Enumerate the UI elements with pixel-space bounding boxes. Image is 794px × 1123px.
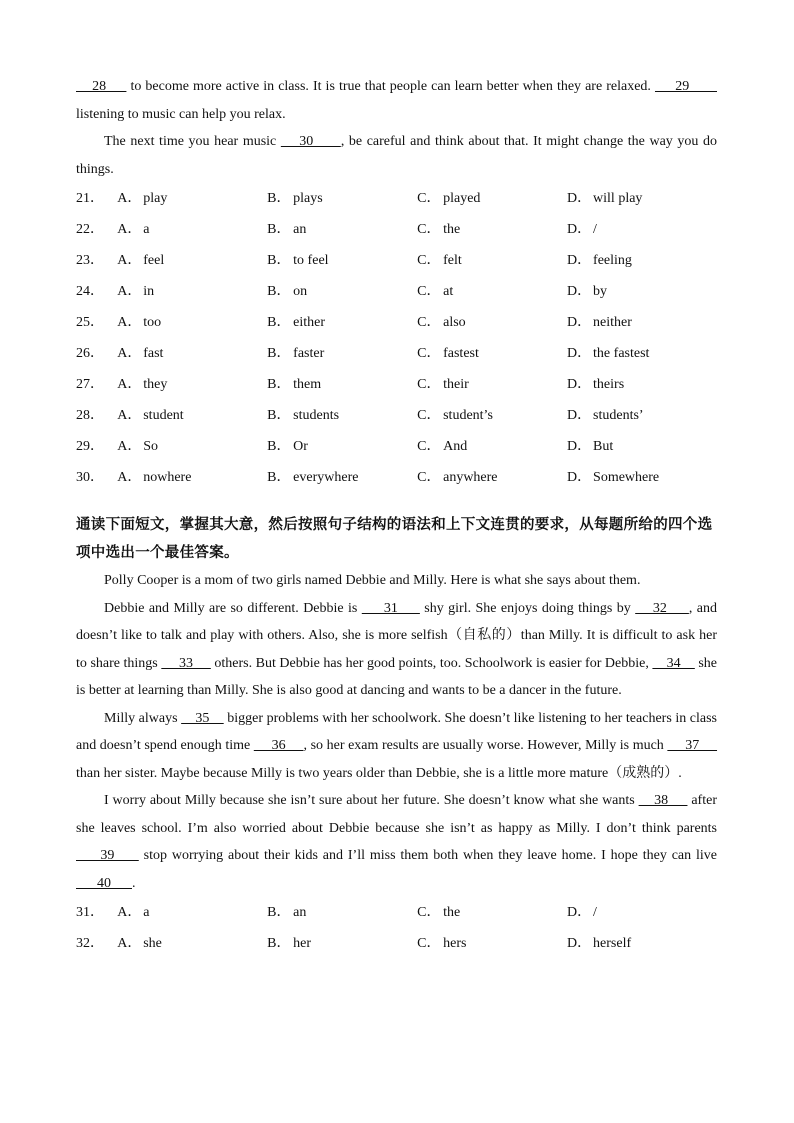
- option-text: at: [443, 284, 454, 299]
- question-row: [76, 276, 717, 307]
- option-letter: A．: [117, 284, 142, 299]
- option-text: her: [293, 936, 312, 951]
- option-text: too: [143, 315, 162, 330]
- option-b: [267, 369, 417, 400]
- option-text: them: [293, 377, 322, 392]
- passage1-last-paragraph: The next time you hear music 30 , be careful and think about that. It might change the way you do things.: [76, 134, 717, 177]
- option-letter: B．: [267, 936, 291, 951]
- option-d: [567, 928, 717, 959]
- option-text: But: [593, 439, 614, 454]
- option-letter: B．: [267, 905, 291, 920]
- option-b: [267, 928, 417, 959]
- option-text: nowhere: [143, 470, 192, 485]
- blank-33: 33: [161, 655, 211, 671]
- option-letter: B．: [267, 315, 291, 330]
- option-letter: C．: [417, 346, 441, 361]
- option-letter: D．: [567, 905, 592, 920]
- option-letter: A．: [117, 905, 142, 920]
- question-row: [76, 897, 717, 928]
- option-letter: D．: [567, 377, 592, 392]
- options-block-1: [76, 183, 717, 493]
- blank-37: 37: [667, 738, 718, 753]
- option-letter: B．: [267, 191, 291, 206]
- passage2-paragraph-1: Polly Cooper is a mom of two girls named Debbie and Milly. Here is what she says about them.: [104, 573, 641, 588]
- option-b: [267, 338, 417, 369]
- question-row: [76, 928, 717, 959]
- option-letter: D．: [567, 936, 592, 951]
- option-a: [117, 928, 267, 959]
- option-text: also: [443, 315, 466, 330]
- question-number: 24．: [76, 284, 104, 299]
- option-text: a: [143, 905, 150, 920]
- option-letter: A．: [117, 439, 142, 454]
- option-text: faster: [293, 346, 325, 361]
- option-d: [567, 307, 717, 338]
- option-text: the: [443, 905, 461, 920]
- option-text: theirs: [593, 377, 625, 392]
- option-letter: D．: [567, 284, 592, 299]
- option-b: [267, 214, 417, 245]
- option-letter: B．: [267, 470, 291, 485]
- option-text: So: [143, 439, 159, 454]
- option-letter: C．: [417, 905, 441, 920]
- option-text: student: [143, 408, 184, 423]
- option-b: [267, 462, 417, 493]
- option-letter: B．: [267, 377, 291, 392]
- question-row: [76, 183, 717, 214]
- options-block-2: [76, 897, 717, 959]
- option-letter: B．: [267, 222, 291, 237]
- question-row: [76, 431, 717, 462]
- blank-35: 35: [181, 710, 224, 726]
- option-letter: B．: [267, 408, 291, 423]
- blank-36: 36: [253, 738, 304, 753]
- question-number: 28．: [76, 408, 104, 423]
- question-row: [76, 245, 717, 276]
- option-d: [567, 183, 717, 214]
- question-row: [76, 307, 717, 338]
- option-text: they: [143, 377, 168, 392]
- option-d: [567, 431, 717, 462]
- option-letter: A．: [117, 377, 142, 392]
- option-letter: D．: [567, 470, 592, 485]
- option-text: on: [293, 284, 308, 299]
- option-a: [117, 338, 267, 369]
- question-number: 21．: [76, 191, 104, 206]
- option-text: hers: [443, 936, 467, 951]
- option-text: fast: [143, 346, 164, 361]
- option-c: [417, 338, 567, 369]
- blank-29: 29: [654, 79, 717, 94]
- option-text: an: [293, 905, 307, 920]
- option-c: [417, 369, 567, 400]
- passage2-paragraph-3: Milly always 35 bigger problems with her schoolwork. She doesn’t like listening to her teachers in class and doesn’t spend enough time 36 , so her exam results are usually worse. However, Milly is much 37 than her sister. Maybe because Milly is two years older than Debbie, she is a little more mature（成熟的）.: [76, 710, 718, 781]
- option-letter: D．: [567, 315, 592, 330]
- option-c: [417, 431, 567, 462]
- question-number: 26．: [76, 346, 104, 361]
- option-c: [417, 214, 567, 245]
- option-text: students: [293, 408, 340, 423]
- option-text: the: [443, 222, 461, 237]
- option-letter: C．: [417, 284, 441, 299]
- question-row: [76, 214, 717, 245]
- option-b: [267, 183, 417, 214]
- option-a: [117, 183, 267, 214]
- option-letter: A．: [117, 470, 142, 485]
- option-d: [567, 369, 717, 400]
- option-letter: B．: [267, 284, 291, 299]
- option-text: by: [593, 284, 608, 299]
- option-letter: A．: [117, 253, 142, 268]
- option-text: herself: [593, 936, 632, 951]
- option-text: And: [443, 439, 468, 454]
- option-letter: D．: [567, 191, 592, 206]
- question-number: 27．: [76, 377, 104, 392]
- question-number: 25．: [76, 315, 104, 330]
- option-text: plays: [293, 191, 323, 206]
- question-number: 22．: [76, 222, 104, 237]
- blank-30: 30: [280, 134, 341, 149]
- option-text: feel: [143, 253, 165, 268]
- option-d: [567, 462, 717, 493]
- option-text: will play: [593, 191, 643, 206]
- question-number: 29．: [76, 439, 104, 454]
- option-letter: D．: [567, 408, 592, 423]
- question-row: [76, 369, 717, 400]
- blank-38: 38: [638, 793, 688, 808]
- option-text: their: [443, 377, 469, 392]
- option-letter: C．: [417, 377, 441, 392]
- option-a: [117, 462, 267, 493]
- option-text: /: [593, 905, 597, 920]
- passage2-paragraph-2: Debbie and Milly are so different. Debbie is 31 shy girl. She enjoys doing things by 32 , and doesn’t like to talk and play with others. Also, she is more selfish（自私的）than Milly. It is difficult to ask her to share things 33 others. But Debbie has her good points, too. Schoolwork is easier for Debbie, 34 she is better at learning than Milly. She is also good at dancing and wants to be a dancer in the future.: [76, 600, 718, 698]
- option-a: [117, 369, 267, 400]
- question-number: 30．: [76, 470, 104, 485]
- option-letter: A．: [117, 408, 142, 423]
- blank-32: 32: [635, 600, 689, 616]
- option-letter: C．: [417, 470, 441, 485]
- option-c: [417, 307, 567, 338]
- option-text: an: [293, 222, 307, 237]
- option-text: students’: [593, 408, 644, 423]
- question-row: [76, 400, 717, 431]
- option-text: fastest: [443, 346, 479, 361]
- blank-31: 31: [361, 600, 420, 616]
- question-row: [76, 338, 717, 369]
- question-number: 32．: [76, 936, 104, 951]
- option-letter: A．: [117, 191, 142, 206]
- option-letter: C．: [417, 222, 441, 237]
- option-d: [567, 276, 717, 307]
- option-b: [267, 431, 417, 462]
- passage1-continuation: 28 to become more active in class. It is true that people can learn better when they are relaxed. 29 listening to music can help you relax.: [76, 79, 717, 122]
- option-d: [567, 338, 717, 369]
- option-text: Or: [293, 439, 308, 454]
- blank-39: 39: [76, 848, 139, 863]
- option-letter: D．: [567, 346, 592, 361]
- option-text: neither: [593, 315, 632, 330]
- option-text: either: [293, 315, 326, 330]
- option-text: everywhere: [293, 470, 359, 485]
- option-letter: A．: [117, 222, 142, 237]
- option-a: [117, 897, 267, 928]
- option-letter: B．: [267, 346, 291, 361]
- option-d: [567, 214, 717, 245]
- option-c: [417, 462, 567, 493]
- option-d: [567, 245, 717, 276]
- option-letter: B．: [267, 253, 291, 268]
- option-letter: C．: [417, 315, 441, 330]
- option-letter: C．: [417, 936, 441, 951]
- option-c: [417, 928, 567, 959]
- option-text: student’s: [443, 408, 493, 423]
- option-text: felt: [443, 253, 462, 268]
- question-row: [76, 462, 717, 493]
- option-letter: C．: [417, 191, 441, 206]
- option-text: she: [143, 936, 162, 951]
- option-b: [267, 897, 417, 928]
- blank-34: 34: [652, 655, 695, 671]
- option-text: in: [143, 284, 155, 299]
- option-text: Somewhere: [593, 470, 660, 485]
- option-c: [417, 245, 567, 276]
- option-letter: B．: [267, 439, 291, 454]
- option-c: [417, 276, 567, 307]
- option-d: [567, 897, 717, 928]
- option-text: played: [443, 191, 481, 206]
- option-letter: A．: [117, 315, 142, 330]
- blank-40: 40: [76, 875, 132, 891]
- passage2-paragraph-4: I worry about Milly because she isn’t sure about her future. She doesn’t know what she wants 38 after she leaves school. I’m also worried about Debbie because she isn’t as happy as Milly. I don’t think parents 39 stop worrying about their kids and I’ll miss them both when they leave home. I hope they can live 40 .: [76, 793, 717, 891]
- option-letter: A．: [117, 936, 142, 951]
- option-c: [417, 183, 567, 214]
- option-text: a: [143, 222, 150, 237]
- option-text: feeling: [593, 253, 632, 268]
- option-text: /: [593, 222, 597, 237]
- worksheet-page: [76, 73, 717, 959]
- option-letter: D．: [567, 439, 592, 454]
- option-c: [417, 897, 567, 928]
- section-instruction: 通读下面短文，掌握其大意，然后按照句子结构的语法和上下文连贯的要求，从每题所给的四个选项中选出一个最佳答案。: [76, 517, 713, 561]
- option-text: play: [143, 191, 168, 206]
- option-d: [567, 400, 717, 431]
- option-letter: A．: [117, 346, 142, 361]
- option-letter: C．: [417, 253, 441, 268]
- blank-28: 28: [76, 79, 127, 94]
- option-a: [117, 245, 267, 276]
- option-b: [267, 245, 417, 276]
- option-letter: D．: [567, 222, 592, 237]
- option-a: [117, 400, 267, 431]
- option-letter: C．: [417, 408, 441, 423]
- option-text: anywhere: [443, 470, 498, 485]
- option-letter: D．: [567, 253, 592, 268]
- option-a: [117, 214, 267, 245]
- question-number: 31．: [76, 905, 104, 920]
- option-b: [267, 400, 417, 431]
- option-letter: C．: [417, 439, 441, 454]
- option-c: [417, 400, 567, 431]
- option-text: the fastest: [593, 346, 650, 361]
- option-text: to feel: [293, 253, 329, 268]
- option-a: [117, 276, 267, 307]
- option-b: [267, 276, 417, 307]
- option-b: [267, 307, 417, 338]
- option-a: [117, 307, 267, 338]
- option-a: [117, 431, 267, 462]
- question-number: 23．: [76, 253, 104, 268]
